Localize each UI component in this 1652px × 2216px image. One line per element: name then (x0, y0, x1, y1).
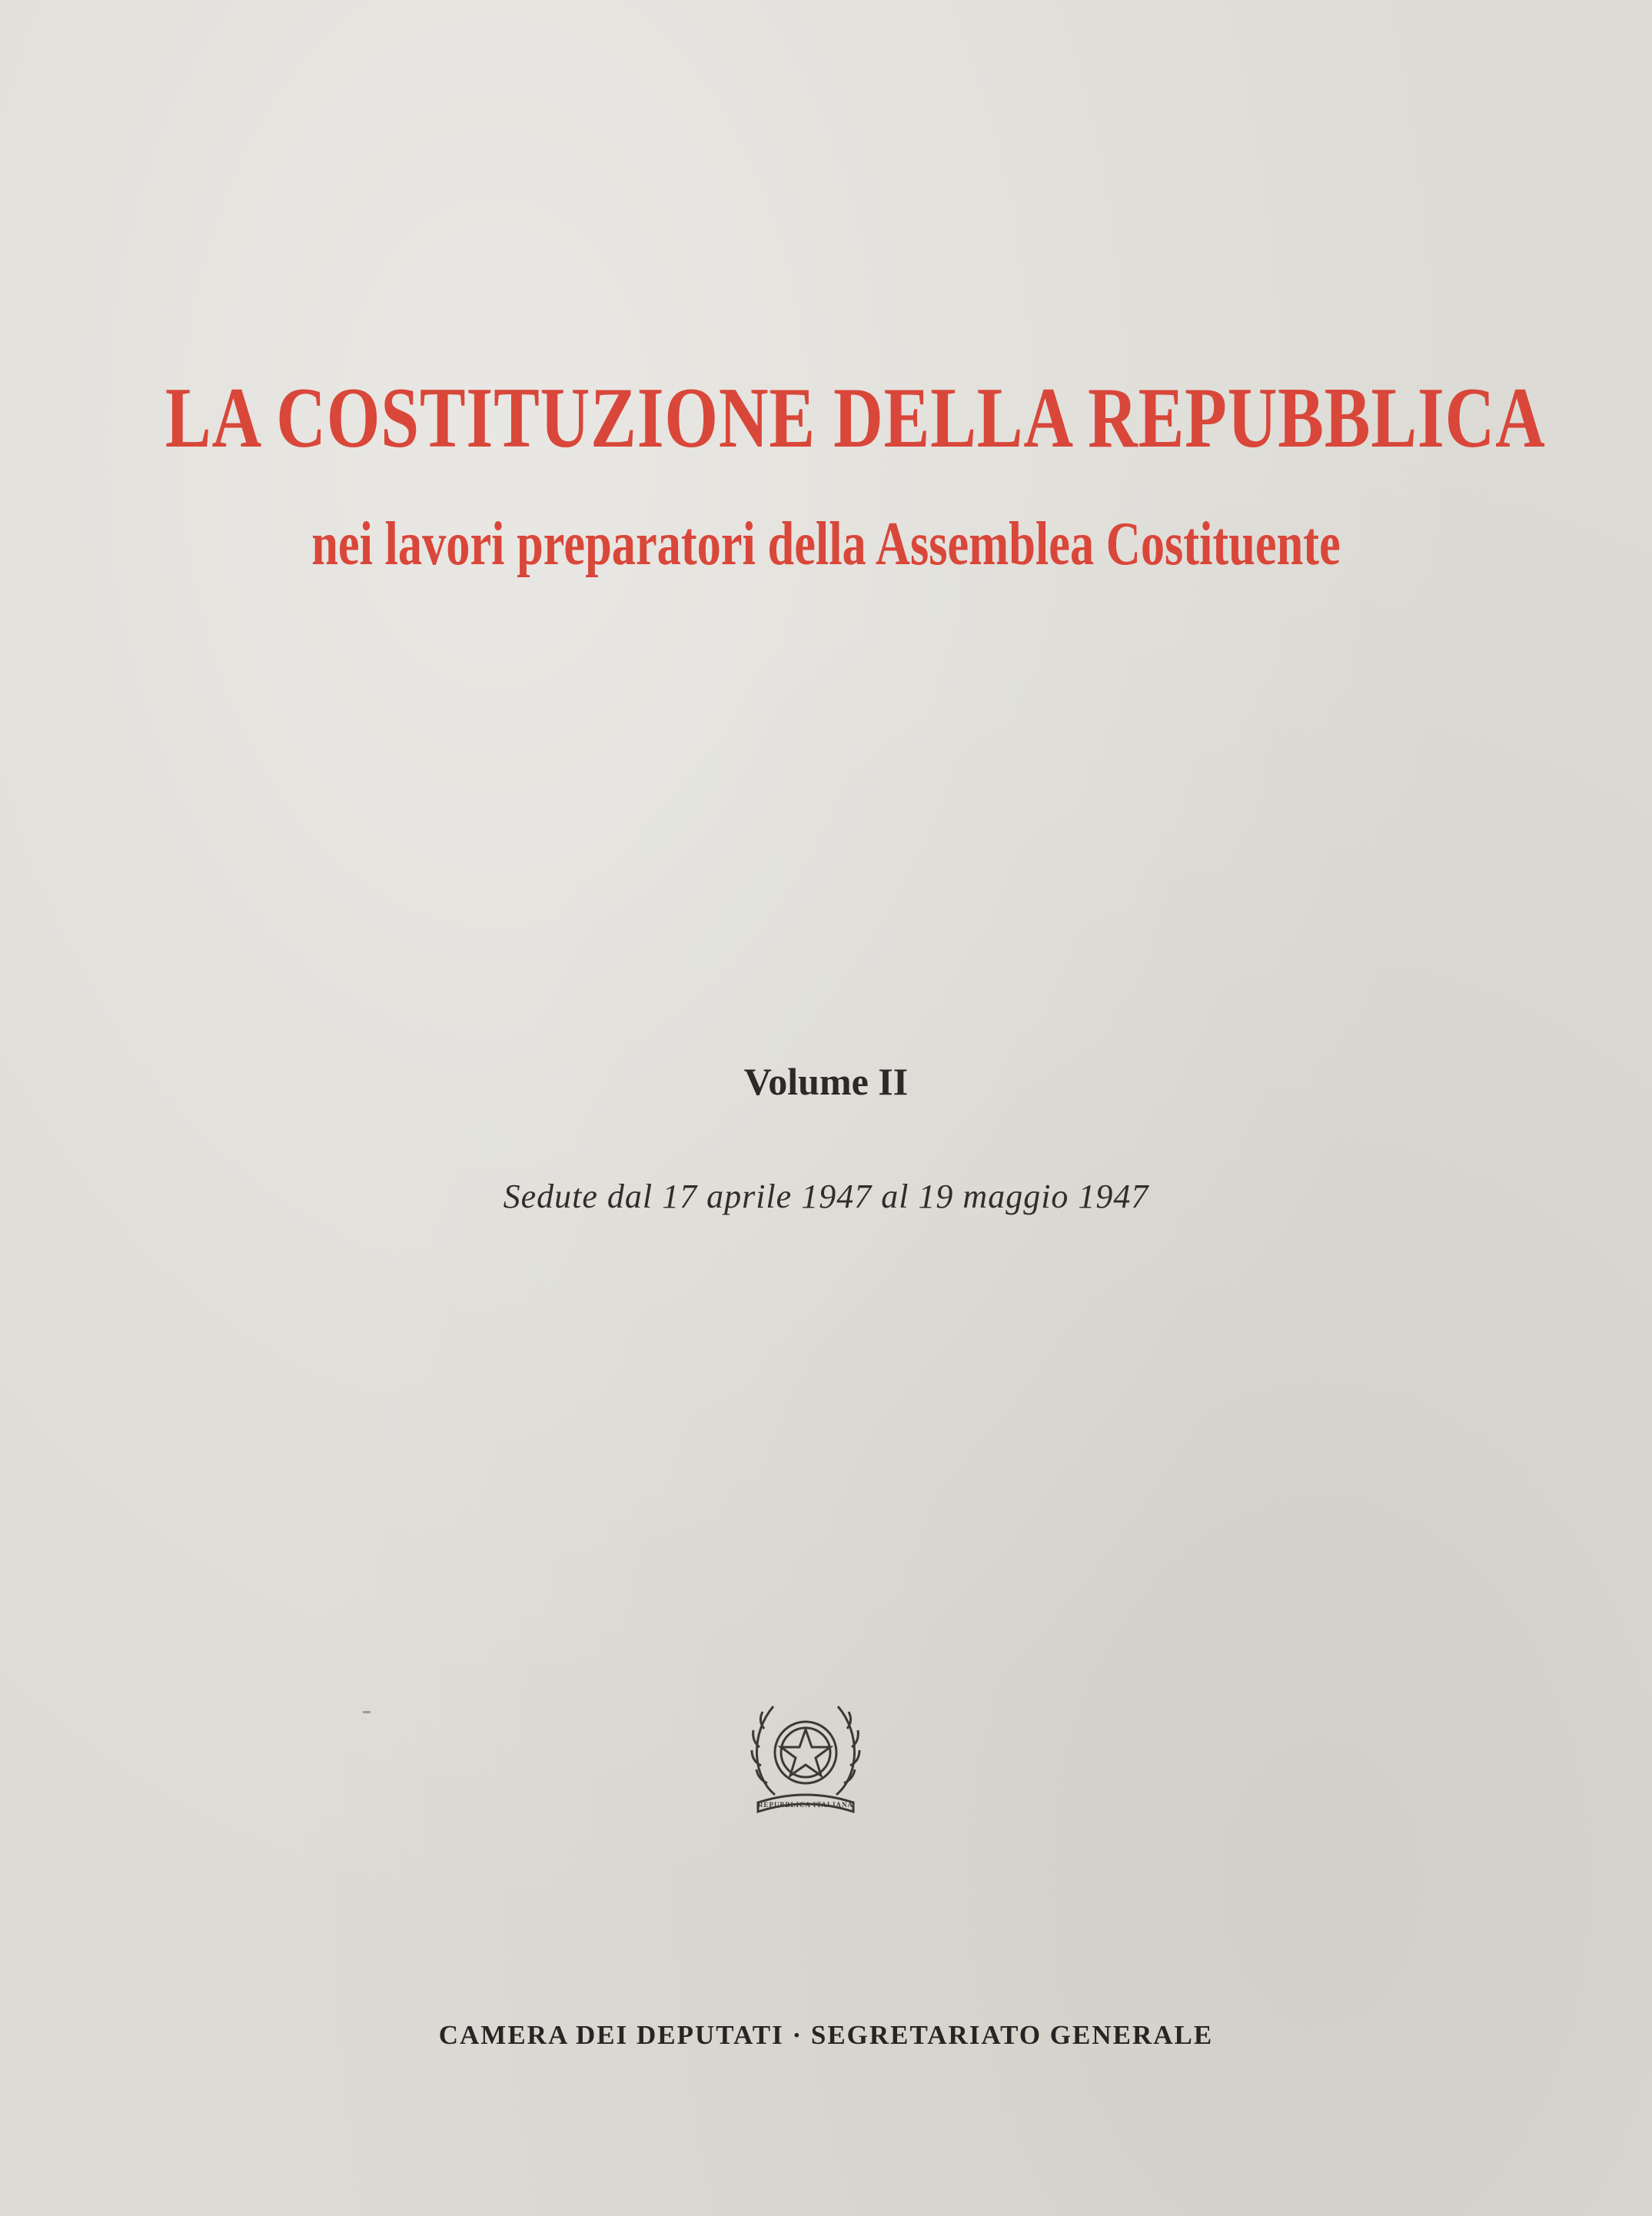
svg-text:REPUBBLICA ITALIANA: REPUBBLICA ITALIANA (757, 1801, 854, 1809)
sessions-dates: Sedute dal 17 aprile 1947 al 19 maggio 1947 (503, 1178, 1149, 1215)
publisher-line: CAMERA DEI DEPUTATI · SEGRETARIATO GENERALE (438, 2020, 1214, 2050)
italian-republic-emblem-icon (744, 1679, 867, 1822)
volume-label: Volume II (743, 1060, 909, 1103)
paper-speck (363, 1711, 371, 1713)
cover-title: LA COSTITUZIONE DELLA REPUBBLICA (165, 370, 1546, 466)
cover-subtitle: nei lavori preparatori della Assemblea Costituente (311, 510, 1341, 578)
